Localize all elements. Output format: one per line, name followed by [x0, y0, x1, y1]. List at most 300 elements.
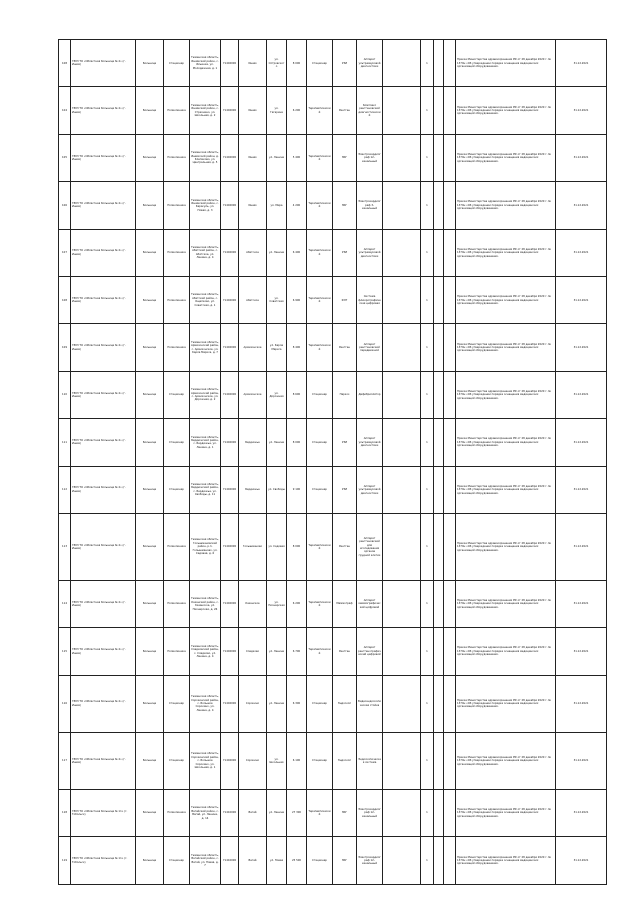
- cell-city: Сладково: [239, 628, 267, 675]
- cell-qty: 1: [421, 182, 434, 229]
- table-row: [59, 134, 607, 181]
- cell-city: Ишим: [239, 182, 267, 229]
- cell-eq: Рентген: [333, 514, 357, 581]
- table-row: [59, 277, 607, 324]
- cell-pop: 6 900: [287, 277, 307, 324]
- cell-type: Стационар: [164, 371, 190, 418]
- cell-basis: Приказ Министерства здравоохранения РФ от 28 декабря 2020 г. № 1379н «Об утверждении порядка оснащения медицинских организаций оборудованием»: [456, 229, 556, 276]
- cell-pop: 6 300: [287, 675, 307, 732]
- cell-addr: Тюменская область, Ишимский район, с. Ильинка, ул. Молодежная, д. 1: [190, 40, 221, 87]
- cell-equip: Аппарат ультразвуковой диагностики: [357, 40, 383, 87]
- cell-settle: ул. Ленина: [267, 628, 287, 675]
- cell-addr: Тюменская область, Армизонский район, с. Армизонское, ул. Дорожная, д. 2: [190, 371, 221, 418]
- cell-equip: Аппарат рентгеновский для исследования органов грудной клетки: [357, 514, 383, 581]
- cell-org: ГБУЗ ТО «Областная больница № 4» (г. Ишим): [71, 371, 136, 418]
- cell-empty: [434, 277, 444, 324]
- cell-empty: [434, 182, 444, 229]
- cell-num: 106: [59, 182, 71, 229]
- cell-empty: [434, 580, 444, 627]
- cell-addr: Тюменская область, Абатский район, с. Абатское, ул. Ленина, д. 4: [190, 229, 221, 276]
- cell-kind: Больница: [136, 419, 164, 466]
- cell-type: Поликлиника: [164, 324, 190, 371]
- cell-prof: Терапевтический: [307, 87, 333, 134]
- cell-kind: Больница: [136, 628, 164, 675]
- cell-empty: [383, 789, 421, 836]
- cell-type: Поликлиника: [164, 277, 190, 324]
- cell-equip: Комплекс рентгеновский диагностический: [357, 87, 383, 134]
- cell-pop: 8 600: [287, 371, 307, 418]
- cell-num: 110: [59, 371, 71, 418]
- cell-basis: Приказ Министерства здравоохранения РФ от 28 декабря 2020 г. № 1379н «Об утверждении порядка оснащения медицинских организаций оборудованием»: [456, 466, 556, 513]
- cell-type: Поликлиника: [164, 134, 190, 181]
- cell-city: Казанское: [239, 580, 267, 627]
- cell-pop: 8 000: [287, 40, 307, 87]
- cell-settle: ул. Ленина: [267, 675, 287, 732]
- cell-org: ГБУЗ ТО «Областная больница № 4» (г. Ишим): [71, 134, 136, 181]
- cell-empty: [444, 580, 456, 627]
- cell-eq: Эндоскоп: [333, 675, 357, 732]
- cell-num: 115: [59, 628, 71, 675]
- cell-basis: Приказ Министерства здравоохранения РФ от 28 декабря 2020 г. № 1379н «Об утверждении порядка оснащения медицинских организаций оборудованием»: [456, 837, 556, 885]
- cell-eq: ЭКГ: [333, 182, 357, 229]
- cell-equip: Электрокардиограф 12-канальный: [357, 134, 383, 181]
- cell-kind: Больница: [136, 87, 164, 134]
- cell-settle: ул. Островского: [267, 40, 287, 87]
- cell-num: 108: [59, 277, 71, 324]
- cell-prof: Стационар: [307, 675, 333, 732]
- cell-empty: [444, 675, 456, 732]
- cell-prof: Терапевтический: [307, 182, 333, 229]
- cell-empty: [444, 628, 456, 675]
- cell-empty: [444, 419, 456, 466]
- cell-pop: 9 100: [287, 466, 307, 513]
- cell-empty: [444, 514, 456, 581]
- cell-basis: Приказ Министерства здравоохранения РФ от 28 декабря 2020 г. № 1379н «Об утверждении порядка оснащения медицинских организаций оборудованием»: [456, 580, 556, 627]
- cell-kind: Больница: [136, 40, 164, 87]
- table-row: [59, 837, 607, 885]
- cell-kind: Больница: [136, 324, 164, 371]
- cell-qty: 1: [421, 514, 434, 581]
- cell-oktmo: 71402000: [221, 134, 239, 181]
- cell-oktmo: 71410000: [221, 837, 239, 885]
- cell-num: 119: [59, 837, 71, 885]
- cell-empty: [434, 134, 444, 181]
- cell-prof: Терапевтический: [307, 134, 333, 181]
- cell-num: 114: [59, 580, 71, 627]
- cell-city: Армизонское: [239, 371, 267, 418]
- cell-type: Поликлиника: [164, 87, 190, 134]
- cell-addr: Тюменская область, Сладковский район, с. Сладково, ул. Ленина, д. 4: [190, 628, 221, 675]
- cell-eq: Наркоз: [333, 371, 357, 418]
- cell-settle: ул. Мира: [267, 182, 287, 229]
- cell-qty: 1: [421, 324, 434, 371]
- table-body: [59, 40, 607, 885]
- cell-oktmo: 71402000: [221, 675, 239, 732]
- cell-org: ГБУЗ ТО «Областная больница № 4» (г. Ишим): [71, 732, 136, 789]
- cell-type: Стационар: [164, 419, 190, 466]
- cell-qty: 1: [421, 277, 434, 324]
- table-row: [59, 371, 607, 418]
- cell-date: 31.12.2021: [556, 40, 607, 87]
- cell-empty: [444, 134, 456, 181]
- cell-basis: Приказ Министерства здравоохранения РФ от 28 декабря 2020 г. № 1379н «Об утверждении порядка оснащения медицинских организаций оборудованием»: [456, 789, 556, 836]
- cell-date: 31.12.2021: [556, 514, 607, 581]
- cell-settle: ул. Садовая: [267, 514, 287, 581]
- cell-city: Абатское: [239, 277, 267, 324]
- cell-qty: 1: [421, 134, 434, 181]
- cell-pop: 6 200: [287, 580, 307, 627]
- cell-settle: ул. Ленина: [267, 134, 287, 181]
- cell-date: 31.12.2021: [556, 229, 607, 276]
- cell-empty: [444, 87, 456, 134]
- cell-basis: Приказ Министерства здравоохранения РФ от 28 декабря 2020 г. № 1379н «Об утверждении порядка оснащения медицинских организаций оборудованием»: [456, 514, 556, 581]
- cell-oktmo: 71402000: [221, 182, 239, 229]
- cell-equip: Аппарат ультразвуковой диагностики: [357, 229, 383, 276]
- table-row: [59, 40, 607, 87]
- cell-settle: ул. Ленина: [267, 789, 287, 836]
- cell-kind: Больница: [136, 134, 164, 181]
- cell-basis: Приказ Министерства здравоохранения РФ от 28 декабря 2020 г. № 1379н «Об утверждении порядка оснащения медицинских организаций оборудованием»: [456, 182, 556, 229]
- cell-date: 31.12.2021: [556, 580, 607, 627]
- cell-city: Сорокино: [239, 675, 267, 732]
- cell-org: ГБУЗ ТО «Областная больница № 4» (г. Ишим): [71, 229, 136, 276]
- cell-empty: [444, 732, 456, 789]
- cell-pop: 8 400: [287, 324, 307, 371]
- cell-settle: ул. Ленина: [267, 419, 287, 466]
- cell-equip: Электрокардиограф 3-канальный: [357, 182, 383, 229]
- cell-city: Вагай: [239, 789, 267, 836]
- cell-prof: Терапевтический: [307, 229, 333, 276]
- cell-equip: Дефибриллятор: [357, 371, 383, 418]
- cell-empty: [434, 324, 444, 371]
- cell-prof: Терапевтический: [307, 324, 333, 371]
- table-row: [59, 514, 607, 581]
- cell-basis: Приказ Министерства здравоохранения РФ от 28 декабря 2020 г. № 1379н «Об утверждении порядка оснащения медицинских организаций оборудованием»: [456, 324, 556, 371]
- cell-num: 111: [59, 419, 71, 466]
- cell-org: ГБУЗ ТО «Областная больница № 4» (г. Ишим): [71, 40, 136, 87]
- cell-prof: Стационар: [307, 466, 333, 513]
- cell-equip: Аппарат ультразвуковой диагностики: [357, 466, 383, 513]
- cell-eq: ЭКГ: [333, 789, 357, 836]
- cell-addr: Тюменская область, Ишимский район, с. Стрехнино, ул. Школьная, д. 2: [190, 87, 221, 134]
- equipment-register-table: [58, 39, 607, 885]
- cell-empty: [444, 277, 456, 324]
- cell-qty: 1: [421, 87, 434, 134]
- cell-prof: Терапевтический: [307, 514, 333, 581]
- cell-city: Ишим: [239, 134, 267, 181]
- cell-num: 112: [59, 466, 71, 513]
- cell-num: 113: [59, 514, 71, 581]
- cell-basis: Приказ Министерства здравоохранения РФ от 28 декабря 2020 г. № 1379н «Об утверждении порядка оснащения медицинских организаций оборудованием»: [456, 277, 556, 324]
- cell-oktmo: 71402000: [221, 628, 239, 675]
- cell-empty: [444, 182, 456, 229]
- cell-empty: [383, 675, 421, 732]
- cell-date: 31.12.2021: [556, 628, 607, 675]
- cell-city: Вагай: [239, 837, 267, 885]
- cell-empty: [434, 40, 444, 87]
- cell-type: Поликлиника: [164, 789, 190, 836]
- cell-empty: [383, 514, 421, 581]
- cell-eq: Рентген: [333, 87, 357, 134]
- cell-eq: Рентген: [333, 628, 357, 675]
- cell-pop: 6 100: [287, 732, 307, 789]
- cell-type: Поликлиника: [164, 229, 190, 276]
- cell-kind: Больница: [136, 371, 164, 418]
- cell-city: Ишим: [239, 40, 267, 87]
- cell-eq: Эндоскоп: [333, 732, 357, 789]
- cell-qty: 1: [421, 732, 434, 789]
- cell-city: Бердюжье: [239, 419, 267, 466]
- cell-empty: [444, 229, 456, 276]
- cell-num: 116: [59, 675, 71, 732]
- cell-addr: Тюменская область, Сорокинский район, с. Большое Сорокино, ул. Школьная, д. 1: [190, 732, 221, 789]
- cell-basis: Приказ Министерства здравоохранения РФ от 28 декабря 2020 г. № 1379н «Об утверждении порядка оснащения медицинских организаций оборудованием»: [456, 419, 556, 466]
- cell-addr: Тюменская область, Вагайский район, с. Вагай, ул. Новая, д. 7: [190, 837, 221, 885]
- cell-eq: ЭКГ: [333, 837, 357, 885]
- cell-empty: [444, 789, 456, 836]
- cell-type: Стационар: [164, 466, 190, 513]
- cell-addr: Тюменская область, Ишимский район, д. Клепиково, ул. Центральная, д. 5: [190, 134, 221, 181]
- cell-type: Поликлиника: [164, 580, 190, 627]
- cell-empty: [383, 182, 421, 229]
- cell-num: 105: [59, 134, 71, 181]
- cell-qty: 1: [421, 229, 434, 276]
- cell-qty: 1: [421, 628, 434, 675]
- table-row: [59, 87, 607, 134]
- cell-kind: Больница: [136, 466, 164, 513]
- cell-settle: ул. Школьная: [267, 732, 287, 789]
- cell-org: ГБУЗ ТО «Областная больница № 4» (г. Ишим): [71, 182, 136, 229]
- cell-empty: [444, 324, 456, 371]
- cell-eq: УЗИ: [333, 229, 357, 276]
- cell-type: Стационар: [164, 675, 190, 732]
- cell-empty: [434, 466, 444, 513]
- cell-basis: Приказ Министерства здравоохранения РФ от 28 декабря 2020 г. № 1379н «Об утверждении порядка оснащения медицинских организаций оборудованием»: [456, 732, 556, 789]
- cell-oktmo: 71402000: [221, 732, 239, 789]
- cell-empty: [434, 789, 444, 836]
- cell-date: 31.12.2021: [556, 466, 607, 513]
- cell-qty: 1: [421, 466, 434, 513]
- cell-addr: Тюменская область, Бердюжский район, с. Бердюжье, ул. Свободы, д. 11: [190, 466, 221, 513]
- cell-date: 31.12.2021: [556, 182, 607, 229]
- table-row: [59, 732, 607, 789]
- cell-basis: Приказ Министерства здравоохранения РФ от 28 декабря 2020 г. № 1379н «Об утверждении порядка оснащения медицинских организаций оборудованием»: [456, 40, 556, 87]
- cell-empty: [434, 514, 444, 581]
- cell-addr: Тюменская область, Вагайский район, с. Вагай, ул. Ленина, д. 14: [190, 789, 221, 836]
- cell-date: 31.12.2021: [556, 837, 607, 885]
- cell-prof: Стационар: [307, 732, 333, 789]
- cell-pop: 6 400: [287, 229, 307, 276]
- cell-kind: Больница: [136, 789, 164, 836]
- cell-empty: [434, 419, 444, 466]
- cell-pop: 27 300: [287, 789, 307, 836]
- cell-city: Ишим: [239, 87, 267, 134]
- cell-oktmo: 71402000: [221, 277, 239, 324]
- cell-basis: Приказ Министерства здравоохранения РФ от 28 декабря 2020 г. № 1379н «Об утверждении порядка оснащения медицинских организаций оборудованием»: [456, 87, 556, 134]
- cell-empty: [383, 371, 421, 418]
- table-row: [59, 419, 607, 466]
- cell-pop: 8 000: [287, 514, 307, 581]
- cell-empty: [434, 732, 444, 789]
- cell-date: 31.12.2021: [556, 87, 607, 134]
- cell-empty: [434, 675, 444, 732]
- cell-date: 31.12.2021: [556, 371, 607, 418]
- cell-org: ГБУЗ ТО «Областная больница № 4» (г. Ишим): [71, 277, 136, 324]
- cell-prof: Терапевтический: [307, 628, 333, 675]
- cell-num: 107: [59, 229, 71, 276]
- cell-type: Стационар: [164, 732, 190, 789]
- cell-equip: Эндоскопическая система: [357, 732, 383, 789]
- cell-addr: Тюменская область, Сорокинский район, с. Большое Сорокино, ул. Ленина, д. 4: [190, 675, 221, 732]
- cell-empty: [383, 580, 421, 627]
- cell-oktmo: 71402000: [221, 40, 239, 87]
- cell-empty: [434, 628, 444, 675]
- cell-prof: Терапевтический: [307, 789, 333, 836]
- cell-oktmo: 71410000: [221, 789, 239, 836]
- cell-qty: 1: [421, 837, 434, 885]
- cell-empty: [383, 419, 421, 466]
- cell-eq: УЗИ: [333, 419, 357, 466]
- cell-kind: Больница: [136, 229, 164, 276]
- cell-addr: Тюменская область, Ишимский район, с. Карасуль, ул. Новая, д. 3: [190, 182, 221, 229]
- cell-addr: Тюменская область, Бердюжский район, с. Бердюжье, ул. Ленина, д. 1: [190, 419, 221, 466]
- cell-empty: [383, 277, 421, 324]
- cell-equip: Аппарат ультразвуковой диагностики: [357, 419, 383, 466]
- cell-qty: 1: [421, 371, 434, 418]
- cell-empty: [383, 628, 421, 675]
- table-row: [59, 675, 607, 732]
- cell-empty: [444, 40, 456, 87]
- table-row: [59, 789, 607, 836]
- cell-empty: [434, 87, 444, 134]
- cell-eq: ФЛГ: [333, 277, 357, 324]
- table-row: [59, 182, 607, 229]
- cell-settle: ул. Свободы: [267, 466, 287, 513]
- cell-eq: УЗИ: [333, 40, 357, 87]
- cell-equip: Система флюорографическая цифровая: [357, 277, 383, 324]
- cell-date: 31.12.2021: [556, 324, 607, 371]
- cell-city: Сорокино: [239, 732, 267, 789]
- cell-date: 31.12.2021: [556, 419, 607, 466]
- cell-date: 31.12.2021: [556, 277, 607, 324]
- cell-date: 31.12.2021: [556, 789, 607, 836]
- cell-eq: ЭКГ: [333, 134, 357, 181]
- cell-pop: 6 200: [287, 87, 307, 134]
- cell-empty: [383, 87, 421, 134]
- cell-settle: ул. Карла Маркса: [267, 324, 287, 371]
- cell-equip: Аппарат рентгеновский передвижной: [357, 324, 383, 371]
- table-row: [59, 229, 607, 276]
- cell-kind: Больница: [136, 675, 164, 732]
- cell-num: 104: [59, 87, 71, 134]
- cell-num: 108: [59, 40, 71, 87]
- cell-type: Поликлиника: [164, 628, 190, 675]
- cell-org: ГБУЗ ТО «Областная больница № 4» (г. Ишим): [71, 87, 136, 134]
- cell-date: 31.12.2021: [556, 732, 607, 789]
- cell-type: Стационар: [164, 40, 190, 87]
- cell-qty: 1: [421, 789, 434, 836]
- cell-settle: ул. Пионерская: [267, 580, 287, 627]
- cell-type: Поликлиника: [164, 514, 190, 581]
- cell-equip: Аппарат маммографический цифровой: [357, 580, 383, 627]
- cell-date: 31.12.2021: [556, 134, 607, 181]
- cell-num: 117: [59, 732, 71, 789]
- cell-pop: 4 200: [287, 182, 307, 229]
- cell-empty: [434, 837, 444, 885]
- cell-qty: 1: [421, 40, 434, 87]
- cell-org: ГБУЗ ТО «Областная больница № 11» (г. Тобольск): [71, 837, 136, 885]
- cell-addr: Тюменская область, Абатский район, с. Ощепково, ул. Советская, д. 1: [190, 277, 221, 324]
- cell-date: 31.12.2021: [556, 675, 607, 732]
- cell-kind: Больница: [136, 277, 164, 324]
- cell-org: ГБУЗ ТО «Областная больница № 4» (г. Ишим): [71, 675, 136, 732]
- cell-addr: Тюменская область, Армизонский район, с. Армизонское, ул. Карла Маркса, д. 7: [190, 324, 221, 371]
- cell-org: ГБУЗ ТО «Областная больница № 4» (г. Ишим): [71, 580, 136, 627]
- cell-basis: Приказ Министерства здравоохранения РФ от 28 декабря 2020 г. № 1379н «Об утверждении порядка оснащения медицинских организаций оборудованием»: [456, 628, 556, 675]
- cell-empty: [444, 371, 456, 418]
- cell-addr: Тюменская область, Казанский район, с. Казанское, ул. Пионерская, д. 26: [190, 580, 221, 627]
- cell-kind: Больница: [136, 732, 164, 789]
- cell-qty: 1: [421, 675, 434, 732]
- cell-org: ГБУЗ ТО «Областная больница № 4» (г. Ишим): [71, 514, 136, 581]
- cell-prof: Терапевтический: [307, 277, 333, 324]
- cell-oktmo: 71402000: [221, 419, 239, 466]
- cell-oktmo: 71402000: [221, 87, 239, 134]
- cell-eq: УЗИ: [333, 466, 357, 513]
- cell-oktmo: 71402000: [221, 580, 239, 627]
- cell-org: ГБУЗ ТО «Областная больница № 11» (г. Тобольск): [71, 789, 136, 836]
- cell-empty: [434, 229, 444, 276]
- cell-equip: Видеоэндоскопическая стойка: [357, 675, 383, 732]
- cell-org: ГБУЗ ТО «Областная больница № 4» (г. Ишим): [71, 628, 136, 675]
- cell-prof: Стационар: [307, 40, 333, 87]
- cell-empty: [383, 134, 421, 181]
- cell-empty: [383, 466, 421, 513]
- cell-prof: Терапевтический: [307, 580, 333, 627]
- cell-basis: Приказ Министерства здравоохранения РФ от 28 декабря 2020 г. № 1379н «Об утверждении порядка оснащения медицинских организаций оборудованием»: [456, 675, 556, 732]
- cell-settle: ул. Советская: [267, 277, 287, 324]
- table-row: [59, 324, 607, 371]
- cell-pop: 8 000: [287, 419, 307, 466]
- cell-equip: Электрокардиограф 12-канальный: [357, 789, 383, 836]
- cell-eq: Рентген: [333, 324, 357, 371]
- cell-empty: [383, 229, 421, 276]
- cell-empty: [444, 466, 456, 513]
- cell-city: Бердюжье: [239, 466, 267, 513]
- cell-city: Голышманово: [239, 514, 267, 581]
- cell-num: 118: [59, 789, 71, 836]
- cell-prof: Стационар: [307, 837, 333, 885]
- cell-pop: 25 500: [287, 837, 307, 885]
- cell-empty: [444, 837, 456, 885]
- cell-prof: Стационар: [307, 419, 333, 466]
- cell-pop: 6 700: [287, 628, 307, 675]
- cell-settle: ул. Гагарина: [267, 87, 287, 134]
- cell-settle: ул. Дорожная: [267, 371, 287, 418]
- table-row: [59, 628, 607, 675]
- cell-equip: Аппарат рентгенографический цифровой: [357, 628, 383, 675]
- cell-empty: [383, 732, 421, 789]
- cell-type: Стационар: [164, 837, 190, 885]
- cell-oktmo: 71402000: [221, 466, 239, 513]
- cell-org: ГБУЗ ТО «Областная больница № 4» (г. Ишим): [71, 466, 136, 513]
- cell-empty: [383, 40, 421, 87]
- cell-type: Поликлиника: [164, 182, 190, 229]
- cell-addr: Тюменская область, Голышмановский район, р.п. Голышманово, ул. Садовая, д. 6: [190, 514, 221, 581]
- cell-eq: Маммограф: [333, 580, 357, 627]
- cell-kind: Больница: [136, 580, 164, 627]
- cell-org: ГБУЗ ТО «Областная больница № 4» (г. Ишим): [71, 324, 136, 371]
